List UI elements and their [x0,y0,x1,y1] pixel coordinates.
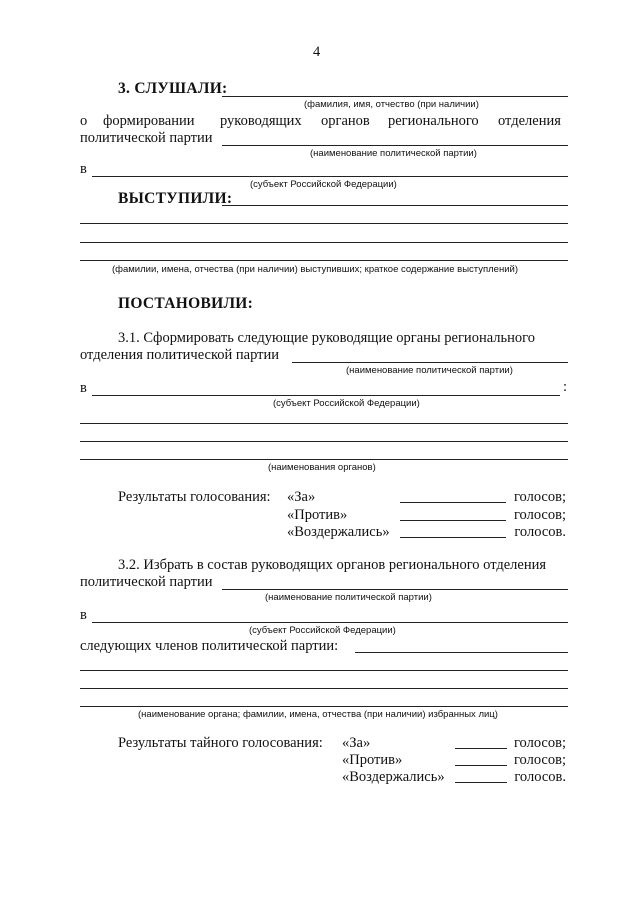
caption-speakers: (фамилии, имена, отчества (при наличии) выступивших; краткое содержание выступлений) [112,264,518,275]
p32-line1: 3.2. Избрать в состав руководящих органов регионального отделения [118,557,547,573]
p31-line2: отделения политической партии [80,347,279,363]
p31-caption-subject: (субъект Российской Федерации) [273,398,420,409]
p31-vote-against-field[interactable] [400,520,506,521]
p32-caption: (наименование органа; фамилии, имена, отчества (при наличии) избранных лиц) [138,709,498,720]
caption-subject: (субъект Российской Федерации) [250,179,397,190]
speakers-line-1[interactable] [222,205,568,206]
text-word-2: формировании [103,113,195,129]
caption-fio: (фамилия, имя, отчество (при наличии) [304,99,479,110]
p31-vote-abstain-unit: голосов. [514,524,566,540]
p32-vote-against-unit: голосов; [513,752,566,768]
subject-line[interactable] [92,176,568,177]
text-word-5: регионального [388,113,479,129]
p31-line1: 3.1. Сформировать следующие руководящие органы регионального [118,330,535,346]
speakers-line-2[interactable] [80,223,568,224]
p31-vote-against-unit: голосов; [513,507,566,523]
speakers-line-3[interactable] [80,242,568,243]
p31-party-line[interactable] [292,362,568,363]
p31-organs-line-2[interactable] [80,441,568,442]
p31-organs-line-1[interactable] [80,423,568,424]
text-word-1: о [80,113,88,129]
text-word-4: органов [321,113,370,129]
p31-vote-for-unit: голосов; [513,489,566,505]
caption-party: (наименование политической партии) [310,148,477,159]
p32-party-line[interactable] [222,589,568,590]
p32-caption-party: (наименование политической партии) [265,592,432,603]
p32-members-line-1[interactable] [355,652,568,653]
fio-line[interactable] [222,96,568,97]
p31-subject-line[interactable] [92,395,560,396]
p32-members-line-2[interactable] [80,670,568,671]
text-word-3: руководящих [220,113,302,129]
text-v: в [80,161,87,177]
party-name-line[interactable] [222,145,568,146]
p32-text-v: в [80,607,87,623]
p32-vote-for-unit: голосов; [513,735,566,751]
p32-members-line-4[interactable] [80,706,568,707]
p32-results-label: Результаты тайного голосования: [118,735,323,751]
p32-vote-abstain: «Воздержались» [342,769,445,785]
p32-subject-line[interactable] [92,622,568,623]
p31-vote-against: «Против» [287,507,348,523]
text-party-label: политической партии [80,130,213,146]
heading-postanovili: ПОСТАНОВИЛИ: [118,295,254,312]
p31-vote-for-field[interactable] [400,502,506,503]
p32-vote-against: «Против» [342,752,403,768]
speakers-line-4[interactable] [80,260,568,261]
p31-caption-party: (наименование политической партии) [346,365,513,376]
p31-results-label: Результаты голосования: [118,489,271,505]
text-word-6: отделения [498,113,561,129]
p32-line2: политической партии [80,574,213,590]
p31-organs-line-3[interactable] [80,459,568,460]
heading-vystupili: ВЫСТУПИЛИ: [118,190,233,207]
p31-vote-abstain-field[interactable] [400,537,506,538]
p32-members-line-3[interactable] [80,688,568,689]
p31-caption-organs: (наименования органов) [268,462,376,473]
heading-slushali: 3. СЛУШАЛИ: [118,80,228,97]
p32-vote-for: «За» [342,735,371,751]
p31-text-v: в [80,380,87,396]
p32-vote-abstain-unit: голосов. [514,769,566,785]
p32-line3: следующих членов политической партии: [80,638,339,654]
p31-vote-abstain: «Воздержались» [287,524,390,540]
page-number: 4 [313,44,321,60]
p32-caption-subject: (субъект Российской Федерации) [249,625,396,636]
p31-colon: : [563,379,568,395]
p31-vote-for: «За» [287,489,316,505]
